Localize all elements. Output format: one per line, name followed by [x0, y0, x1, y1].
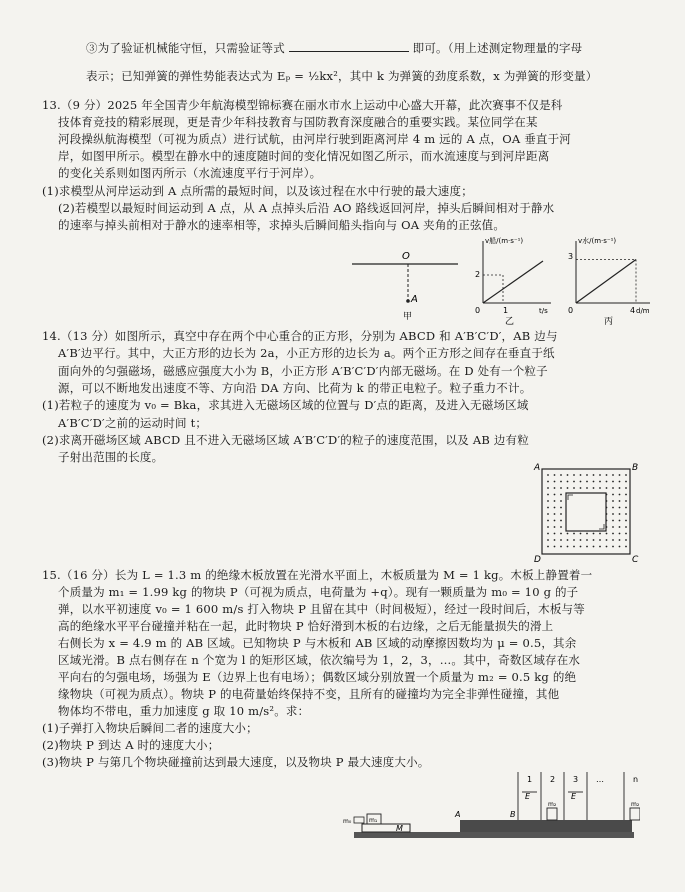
field-dot — [554, 513, 556, 515]
field-dot — [554, 474, 556, 476]
field-dot — [547, 481, 549, 483]
data-line — [483, 261, 543, 303]
field-dot — [586, 539, 588, 541]
field-dot — [606, 487, 608, 489]
field-dot — [573, 546, 575, 548]
field-dot — [619, 533, 621, 535]
text-line: 个质量为 m₁ = 1.99 kg 的物块 P（可视为质点，电荷量为 +q）。现有一颗质量为 m₀ = 10 g 的子 — [58, 585, 579, 599]
field-dot — [619, 507, 621, 509]
y-axis-label: v水/(m·s⁻¹) — [578, 237, 617, 245]
field-dot — [573, 487, 575, 489]
field-dot — [612, 507, 614, 509]
field-dot — [606, 546, 608, 548]
field-dot — [554, 500, 556, 502]
field-dot — [606, 533, 608, 535]
bullet — [354, 817, 364, 823]
text-line: 13.（9 分）2025 年全国青少年航海模型锦标赛在丽水市水上运动中心盛大开幕，此次赛事不仅是科 — [42, 98, 563, 112]
region-number: n — [633, 775, 639, 784]
q12-line1-pre: ③为了验证机械能守恒，只需验证等式 — [86, 41, 285, 55]
field-dot — [625, 481, 627, 483]
field-dot — [619, 539, 621, 541]
text-line: 源，可以不断地发出速度不等、方向沿 DA 方向、比荷为 k 的带正电粒子。粒子重力不计。 — [58, 380, 532, 395]
field-dot — [586, 487, 588, 489]
text-line: 子射出范围的长度。 — [58, 450, 164, 465]
field-dot — [560, 494, 562, 496]
text-line: 14.（13 分）如图所示，真空中存在两个中心重合的正方形，分别为 ABCD 和 A′B′C′D′，AB 边与 — [42, 329, 558, 343]
field-dot — [554, 520, 556, 522]
text-line: 弹，以水平初速度 v₀ = 1 600 m/s 打入物块 P 且留在其中（时间极短），经过一段时间后，木板与等 — [58, 602, 585, 616]
point-b-label: B — [510, 810, 516, 819]
q12-line2: 表示；已知弹簧的弹性势能表达式为 Eₚ = ½kx²，其中 k 为弹簧的劲度系数，x 为弹簧的形变量） — [86, 69, 598, 83]
x-axis-label: d/m — [636, 307, 650, 315]
field-dot — [606, 539, 608, 541]
field-dot — [547, 500, 549, 502]
field-dot — [593, 474, 595, 476]
x-tick: 4 — [630, 306, 636, 315]
field-dot — [599, 546, 601, 548]
label-c: C — [632, 555, 639, 564]
q12-line1-post: 即可。（用上述测定物理量的字母 — [412, 41, 583, 55]
field-dot — [625, 533, 627, 535]
field-dot — [547, 546, 549, 548]
text-line: 河段操纵航海模型（可视为质点）进行试航，由河岸行驶到距离河岸 4 m 远的 A 点，OA 垂直于河 — [58, 132, 571, 147]
field-dot — [554, 487, 556, 489]
field-dot — [586, 533, 588, 535]
field-dot — [593, 487, 595, 489]
field-dot — [619, 494, 621, 496]
field-dot — [567, 487, 569, 489]
field-dot — [599, 539, 601, 541]
field-dot — [554, 526, 556, 528]
field-regions — [518, 772, 640, 820]
field-dot — [619, 546, 621, 548]
field-dot — [625, 513, 627, 515]
field-dot — [573, 481, 575, 483]
field-dot — [547, 520, 549, 522]
y-tick: 2 — [475, 270, 481, 279]
field-dot — [619, 481, 621, 483]
x-axis-label: t/s — [539, 307, 548, 315]
region-number: 2 — [550, 775, 556, 784]
field-dot — [599, 487, 601, 489]
text-line: 15.（16 分）长为 L = 1.3 m 的绝缘木板放置在光滑水平面上，木板质量为 M = 1 kg。木板上静置着一 — [42, 568, 593, 582]
field-dot — [560, 546, 562, 548]
field-dot — [606, 481, 608, 483]
block-m2-label: m₂ — [548, 801, 557, 808]
point-a-label: A — [455, 810, 461, 819]
field-dot — [599, 533, 601, 535]
text-line: (1)子弹打入物块后瞬间二者的速度大小； — [42, 721, 258, 735]
field-dot — [625, 487, 627, 489]
text-line: (2)物块 P 到达 A 时的速度大小； — [42, 738, 220, 752]
field-dot — [612, 500, 614, 502]
field-dot — [612, 526, 614, 528]
q13-figure-jia — [350, 243, 460, 323]
field-dot — [554, 546, 556, 548]
field-dot — [560, 526, 562, 528]
field-dot — [586, 474, 588, 476]
text-line: (2)若模型以最短时间运动到 A 点，从 A 点掉头后沿 AO 路线返回河岸，掉头后瞬间相对于静水 — [58, 200, 555, 215]
field-dot — [547, 507, 549, 509]
label-a: A — [411, 294, 418, 305]
field-dot — [573, 539, 575, 541]
board-label: M — [396, 824, 403, 833]
q13-figure-yi — [465, 235, 555, 325]
field-e-label: E — [525, 792, 531, 801]
field-dot — [560, 474, 562, 476]
field-dot — [554, 533, 556, 535]
region-number: 1 — [527, 775, 533, 784]
field-dot — [580, 481, 582, 483]
field-dot — [625, 539, 627, 541]
platform — [460, 820, 632, 832]
text-line: 的速率与掉头前相对于静水的速率相等，求掉头后瞬间船头指向与 OA 夹角的正弦值。 — [58, 217, 506, 232]
field-dot — [619, 513, 621, 515]
field-dot — [560, 513, 562, 515]
text-line: (3)物块 P 与第几个物块碰撞前达到最大速度，以及物块 P 最大速度大小。 — [42, 755, 430, 769]
field-dot — [560, 500, 562, 502]
field-dot — [547, 494, 549, 496]
field-dot — [547, 526, 549, 528]
field-dot — [586, 481, 588, 483]
field-dot — [560, 487, 562, 489]
y-axis-label: v船/(m·s⁻¹) — [485, 237, 524, 245]
field-dot — [573, 533, 575, 535]
caption-yi: 乙 — [505, 317, 515, 325]
bullet-label: m₀ — [343, 818, 352, 825]
field-dot — [554, 481, 556, 483]
field-dot — [560, 520, 562, 522]
origin: 0 — [475, 306, 481, 315]
q13-figure-bing — [560, 235, 652, 325]
field-dot — [599, 474, 601, 476]
region-number: … — [596, 775, 604, 784]
text-line: 高的绝缘水平平台碰撞并粘在一起，此时物块 P 恰好滑到木板的右边缘，之后无能量损失的滑上 — [58, 619, 554, 633]
field-dot — [560, 533, 562, 535]
field-dot — [547, 539, 549, 541]
field-dot — [567, 533, 569, 535]
x-tick: 1 — [503, 306, 509, 315]
field-dot — [599, 481, 601, 483]
field-dot — [586, 546, 588, 548]
data-line — [576, 260, 636, 304]
label-o: O — [402, 251, 410, 262]
field-dot — [580, 533, 582, 535]
label-a: A — [534, 463, 541, 473]
field-dot — [554, 539, 556, 541]
text-line: 岸，如图甲所示。模型在静水中的速度随时间的变化情况如图乙所示，而水流速度与到河岸距离 — [58, 149, 550, 164]
text-line: (2)求离开磁场区域 ABCD 且不进入无磁场区域 A′B′C′D′的粒子的速度范围，以及 AB 边有粒 — [42, 432, 529, 447]
text-line: 平向右的匀强电场，场强为 E（边界上也有电场）；偶数区域分别放置一个质量为 m₂ = 0.5 kg 的绝 — [58, 670, 577, 684]
field-dot — [580, 539, 582, 541]
field-dot — [560, 539, 562, 541]
point-a — [406, 299, 410, 303]
field-dot — [625, 520, 627, 522]
field-dot — [612, 474, 614, 476]
field-dot — [580, 487, 582, 489]
field-dot — [612, 539, 614, 541]
field-e-label: E — [571, 792, 577, 801]
text-line: 区域光滑。B 点右侧存在 n 个宽为 l 的矩形区域，依次编号为 1，2，3，…。其中，奇数区域存在水 — [58, 653, 581, 667]
field-dot — [547, 474, 549, 476]
block-m2 — [547, 808, 557, 820]
answer-blank[interactable] — [289, 40, 409, 52]
field-dot — [625, 526, 627, 528]
field-dot — [625, 494, 627, 496]
block-m2-label: m₂ — [631, 801, 640, 808]
text-line: 技体育竞技的精彩展现，更是青少年科技教育与国防教育深度融合的重要实践。某位同学在某 — [58, 115, 538, 130]
text-line: 物体均不带电，重力加速度 g 取 10 m/s²。求： — [58, 704, 310, 718]
caption-jia: 甲 — [403, 312, 413, 322]
field-dot — [560, 481, 562, 483]
field-dot — [612, 513, 614, 515]
field-dot — [612, 520, 614, 522]
field-dot — [619, 474, 621, 476]
text-line: A′B′边平行。其中，大正方形的边长为 2a，小正方形的边长为 a。两个正方形之间存在垂直于纸 — [58, 346, 555, 361]
field-dot — [612, 533, 614, 535]
caption-bing: 丙 — [604, 317, 614, 325]
field-dot — [567, 481, 569, 483]
block-label: m₁ — [369, 817, 378, 824]
label-b: B — [632, 463, 639, 473]
field-dot — [567, 546, 569, 548]
text-line: (1)求模型从河岸运动到 A 点所需的最短时间，以及该过程在水中行驶的最大速度； — [42, 183, 473, 198]
field-dot — [573, 474, 575, 476]
field-dot — [567, 474, 569, 476]
q15-figure-setup — [340, 768, 640, 850]
q12-line1 — [86, 40, 582, 56]
text-line: 面向外的匀强磁场，磁感应强度大小为 B，小正方形 A′B′C′D′内部无磁场。在 D 处有一个粒子 — [58, 363, 548, 378]
field-dot — [554, 494, 556, 496]
field-dot — [560, 507, 562, 509]
field-dot — [612, 481, 614, 483]
text-line: 的变化关系则如图丙所示（水流速度平行于河岸）。 — [58, 166, 322, 181]
field-dot — [625, 546, 627, 548]
field-dot — [619, 500, 621, 502]
field-dot — [625, 500, 627, 502]
q14-figure-squares — [532, 462, 644, 564]
text-line: A′B′C′D′之前的运动时间 t； — [58, 415, 208, 430]
text-line: 缘物块（可视为质点）。物块 P 的电荷量始终保持不变，且所有的碰撞均为完全非弹性碰撞，其他 — [58, 687, 560, 701]
field-dot — [619, 526, 621, 528]
origin: 0 — [568, 306, 574, 315]
text-line: (1)若粒子的速度为 v₀ = Bka，求其进入无磁场区域的位置与 D′点的距离，及进入无磁场区域 — [42, 398, 529, 413]
field-dot — [606, 474, 608, 476]
label-d: D — [534, 555, 541, 564]
field-dot — [625, 507, 627, 509]
field-dot — [580, 546, 582, 548]
field-dot — [593, 481, 595, 483]
field-dot — [619, 520, 621, 522]
field-dot — [612, 487, 614, 489]
field-dot — [547, 533, 549, 535]
block-m2 — [630, 808, 640, 820]
field-dot — [567, 539, 569, 541]
field-dot — [593, 539, 595, 541]
field-dot — [612, 546, 614, 548]
field-dot — [580, 474, 582, 476]
field-dot — [625, 474, 627, 476]
field-dot — [554, 507, 556, 509]
text-line: 右侧长为 x = 4.9 m 的 AB 区域。已知物块 P 与木板和 AB 区域的动摩擦因数均为 μ = 0.5，其余 — [58, 636, 577, 650]
field-dot — [612, 494, 614, 496]
field-dot — [547, 487, 549, 489]
field-dot — [547, 513, 549, 515]
field-dot — [593, 546, 595, 548]
inner-square — [566, 493, 606, 531]
y-tick: 3 — [568, 252, 574, 261]
field-dot — [619, 487, 621, 489]
region-number: 3 — [573, 775, 579, 784]
field-dot — [593, 533, 595, 535]
